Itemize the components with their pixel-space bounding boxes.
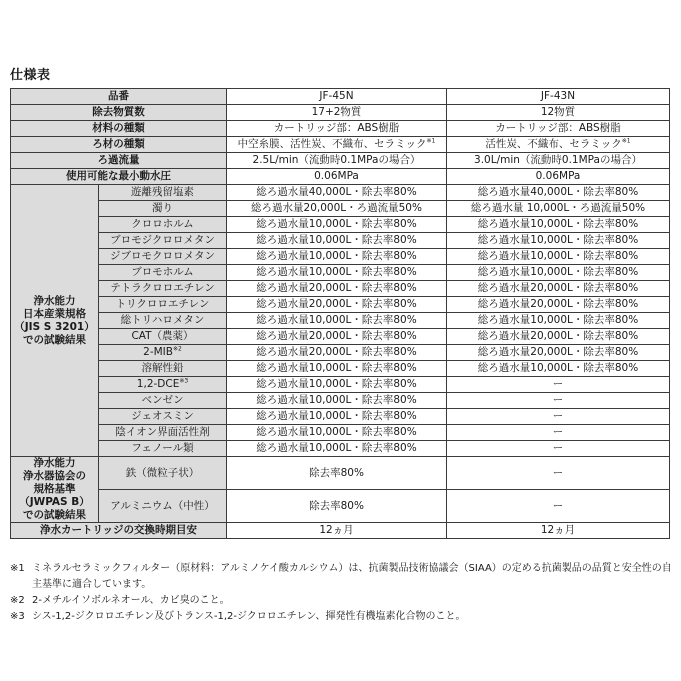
table-row xyxy=(11,185,670,201)
table-row xyxy=(11,393,670,409)
cell-model-2: 3.0L/min（流動時0.1MPaの場合） xyxy=(447,153,670,169)
row-label: 除去物質数 xyxy=(11,105,227,121)
cell-model-2: 総ろ過水量10,000L・除去率80% xyxy=(447,217,670,233)
substance-label: フェノール類 xyxy=(99,441,227,457)
spec-table xyxy=(10,88,670,539)
group-label-line: 浄水能力 xyxy=(33,294,76,307)
cell-text: 活性炭、不織布、セラミック xyxy=(485,138,622,150)
row-label: 使用可能な最小動水圧 xyxy=(11,169,227,185)
footnote-ref: ※1 xyxy=(621,137,631,145)
table-row xyxy=(11,233,670,249)
group-label-line: （JWPAS B） xyxy=(19,496,90,508)
substance-label: クロロホルム xyxy=(99,217,227,233)
cell-model-2: 総ろ過水量10,000L・除去率80% xyxy=(447,313,670,329)
cell-model-1: 総ろ過水量10,000L・除去率80% xyxy=(227,249,447,265)
header-model-1: JF-45N xyxy=(227,89,447,105)
footnote-ref: ※1 xyxy=(426,137,436,145)
row-label: ろ材の種類 xyxy=(11,137,227,153)
footnote xyxy=(10,561,675,593)
cell-model-1: 総ろ過水量20,000L・除去率80% xyxy=(227,281,447,297)
footnote xyxy=(10,593,675,609)
page-title: 仕様表 xyxy=(10,68,51,83)
table-row xyxy=(11,105,670,121)
table-row xyxy=(11,297,670,313)
table-row xyxy=(11,490,670,523)
table-row xyxy=(11,457,670,490)
footnote-text: 2-メチルイソボルネオール、カビ臭のこと。 xyxy=(32,595,230,606)
footnote-text: シス-1,2-ジクロロエチレン及びトランス-1,2-ジクロロエチレン、揮発性有機塩素化合物のこと。 xyxy=(32,611,466,622)
footnote xyxy=(10,609,675,625)
cell-model-2: 総ろ過水量10,000L・除去率80% xyxy=(447,233,670,249)
footnote-ref: ※2 xyxy=(172,345,182,353)
table-row xyxy=(11,441,670,457)
cell-model-2: 総ろ過水量20,000L・除去率80% xyxy=(447,329,670,345)
cell-model-2: ー xyxy=(447,377,670,393)
table-row xyxy=(11,345,670,361)
table-row xyxy=(11,361,670,377)
cell-model-1: 総ろ過水量20,000L・除去率80% xyxy=(227,297,447,313)
substance-label: ベンゼン xyxy=(99,393,227,409)
cell-model-1: 総ろ過水量10,000L・除去率80% xyxy=(227,265,447,281)
row-label: 材料の種類 xyxy=(11,121,227,137)
cell-model-2: 総ろ過水量20,000L・除去率80% xyxy=(447,345,670,361)
cell-model-1: 総ろ過水量10,000L・除去率80% xyxy=(227,217,447,233)
cell-model-2: 12物質 xyxy=(447,105,670,121)
cell-model-1: 0.06MPa xyxy=(227,169,447,185)
cell-model-1: 除去率80% xyxy=(227,457,447,490)
cell-model-2: ー xyxy=(447,457,670,490)
footnote-mark: ※1 xyxy=(10,563,25,574)
cell-model-1: 17+2物質 xyxy=(227,105,447,121)
table-row xyxy=(11,169,670,185)
group-label-line: 規格基準 xyxy=(33,483,76,495)
cell-model-1: 総ろ過水量10,000L・除去率80% xyxy=(227,377,447,393)
group-label-line: 日本産業規格 xyxy=(23,307,86,320)
cell-model-1: 12ヵ月 xyxy=(227,523,447,539)
group-label-line: 浄水器協会の xyxy=(23,470,86,482)
cell-model-2: 12ヵ月 xyxy=(447,523,670,539)
footnote-mark: ※3 xyxy=(10,611,25,622)
cell-model-2 xyxy=(447,137,670,153)
substance-label: 総トリハロメタン xyxy=(99,313,227,329)
cell-text: 中空糸膜、活性炭、不織布、セラミック xyxy=(237,138,427,150)
table-row xyxy=(11,523,670,539)
cell-model-1: カートリッジ部：ABS樹脂 xyxy=(227,121,447,137)
table-row xyxy=(11,121,670,137)
table-row xyxy=(11,409,670,425)
header-model-2: JF-43N xyxy=(447,89,670,105)
cell-model-2: 総ろ過水量10,000L・除去率80% xyxy=(447,265,670,281)
table-row xyxy=(11,329,670,345)
cell-model-2: ー xyxy=(447,409,670,425)
substance-label: トリクロロエチレン xyxy=(99,297,227,313)
header-label: 品番 xyxy=(11,89,227,105)
substance-label: 陰イオン界面活性剤 xyxy=(99,425,227,441)
table-row xyxy=(11,201,670,217)
cell-model-1: 総ろ過水量10,000L・除去率80% xyxy=(227,441,447,457)
cell-model-2: 総ろ過水量10,000L・除去率80% xyxy=(447,361,670,377)
cell-model-2: ー xyxy=(447,393,670,409)
group-label-line: での試験結果 xyxy=(23,509,86,521)
footnote-ref: ※3 xyxy=(179,377,189,385)
substance-label: テトラクロロエチレン xyxy=(99,281,227,297)
cell-model-1: 総ろ過水量20,000L・除去率80% xyxy=(227,329,447,345)
substance-label xyxy=(99,345,227,361)
substance-label: 濁り xyxy=(99,201,227,217)
cell-model-1 xyxy=(227,137,447,153)
substance-label: 溶解性鉛 xyxy=(99,361,227,377)
substance-label: CAT（農薬） xyxy=(99,329,227,345)
cell-model-2: ー xyxy=(447,490,670,523)
row-label: 浄水カートリッジの交換時期目安 xyxy=(11,523,227,539)
jis-group-label xyxy=(11,185,99,457)
table-row xyxy=(11,425,670,441)
substance-label: ジブロモクロロメタン xyxy=(99,249,227,265)
table-row xyxy=(11,249,670,265)
cell-model-2: ー xyxy=(447,425,670,441)
table-row xyxy=(11,137,670,153)
cell-model-2: 総ろ過水量10,000L・除去率80% xyxy=(447,249,670,265)
substance-label: アルミニウム（中性） xyxy=(99,490,227,523)
footnote-mark: ※2 xyxy=(10,595,25,606)
cell-model-2: 総ろ過水量 10,000L・ろ過流量50% xyxy=(447,201,670,217)
table-row xyxy=(11,313,670,329)
substance-label: 鉄（微粒子状） xyxy=(99,457,227,490)
group-label-line: （JIS S 3201） xyxy=(14,320,95,333)
cell-model-2: カートリッジ部：ABS樹脂 xyxy=(447,121,670,137)
row-label: ろ過流量 xyxy=(11,153,227,169)
cell-model-2: ー xyxy=(447,441,670,457)
header-row xyxy=(11,89,670,105)
substance-label: ブロモホルム xyxy=(99,265,227,281)
cell-model-1: 除去率80% xyxy=(227,490,447,523)
substance-label: ジェオスミン xyxy=(99,409,227,425)
group-label-line: 浄水能力 xyxy=(33,457,76,469)
substance-text: 1,2-DCE xyxy=(136,378,180,390)
footnote-text: ミネラルセラミックフィルター（原材料：アルミノケイ酸カルシウム）は、抗菌製品技術協議会（SIAA）の定める抗菌製品の品質と安全性の自主基準に適合しています。 xyxy=(32,563,672,590)
cell-model-1: 総ろ過水量10,000L・除去率80% xyxy=(227,361,447,377)
cell-model-1: 総ろ過水量10,000L・除去率80% xyxy=(227,313,447,329)
cell-model-1: 総ろ過水量40,000L・除去率80% xyxy=(227,185,447,201)
table-row xyxy=(11,217,670,233)
cell-model-1: 総ろ過水量10,000L・除去率80% xyxy=(227,233,447,249)
substance-label xyxy=(99,377,227,393)
cell-model-1: 総ろ過水量20,000L・ろ過流量50% xyxy=(227,201,447,217)
cell-model-2: 総ろ過水量20,000L・除去率80% xyxy=(447,297,670,313)
cell-model-2: 0.06MPa xyxy=(447,169,670,185)
table-row xyxy=(11,265,670,281)
jwpas-group-label xyxy=(11,457,99,523)
group-label-line: での試験結果 xyxy=(23,333,86,346)
cell-model-1: 総ろ過水量10,000L・除去率80% xyxy=(227,409,447,425)
substance-label: ブロモジクロロメタン xyxy=(99,233,227,249)
substance-label: 遊離残留塩素 xyxy=(99,185,227,201)
substance-text: 2-MIB xyxy=(143,346,173,358)
footnotes xyxy=(10,561,675,625)
cell-model-2: 総ろ過水量40,000L・除去率80% xyxy=(447,185,670,201)
cell-model-1: 総ろ過水量10,000L・除去率80% xyxy=(227,393,447,409)
cell-model-2: 総ろ過水量20,000L・除去率80% xyxy=(447,281,670,297)
table-row xyxy=(11,377,670,393)
cell-model-1: 総ろ過水量10,000L・除去率80% xyxy=(227,425,447,441)
cell-model-1: 2.5L/min（流動時0.1MPaの場合） xyxy=(227,153,447,169)
cell-model-1: 総ろ過水量20,000L・除去率80% xyxy=(227,345,447,361)
table-row xyxy=(11,153,670,169)
table-row xyxy=(11,281,670,297)
